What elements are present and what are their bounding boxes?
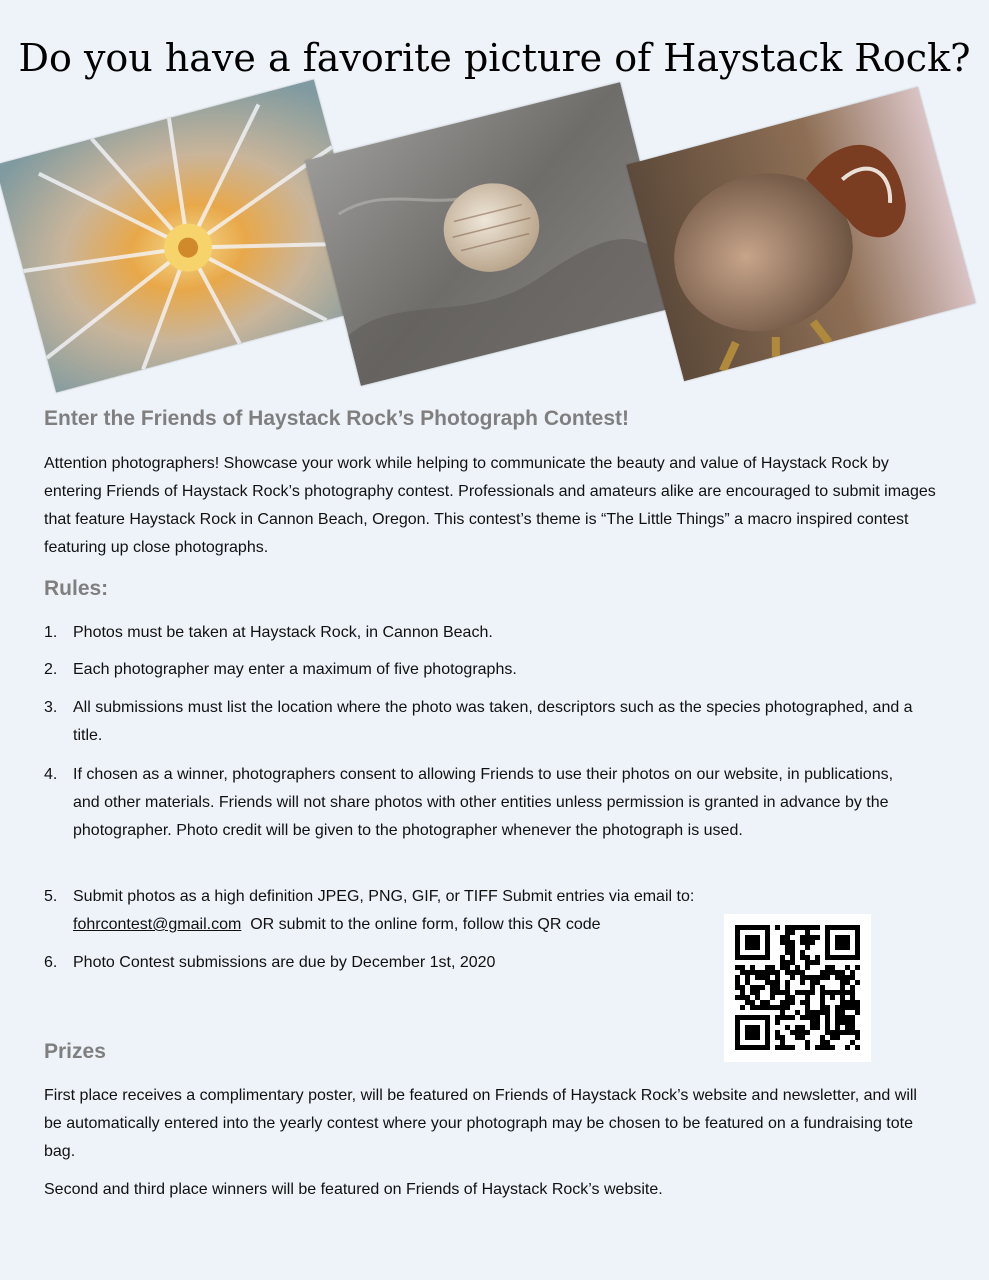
rule-item [44, 694, 914, 750]
rule-number: 5. [44, 888, 58, 905]
intro-paragraph: Attention photographers! Showcase your work while helping to communicate the beauty and value of Haystack Rock by entering Friends of Haystack Rock’s photography contest. Professionals and amateurs alike are encouraged to submit images that feature Haystack Rock in Cannon Beach, Oregon. This contest’s theme is “The Little Things” a macro inspired contest featuring up close photographs. [44, 455, 936, 556]
prizes-heading: Prizes [44, 1040, 106, 1063]
rule-number: 4. [44, 766, 58, 783]
rules-heading: Rules: [44, 577, 109, 600]
second-prize-paragraph: Second and third place winners will be featured on Friends of Haystack Rock’s website. [44, 1181, 663, 1198]
rule-number: 2. [44, 661, 58, 678]
crab-photo [626, 87, 976, 382]
rule-text-after: OR submit to the online form, follow this QR code [241, 916, 601, 933]
shell-photo [305, 82, 676, 386]
page-title: Do you have a favorite picture of Haystack Rock? [18, 36, 971, 80]
rule-item [44, 619, 914, 647]
first-prize-paragraph: First place receives a complimentary poster, will be featured on Friends of Haystack Rock’s website and newsletter, and will be automatically entered into the yearly contest where your photograph may be chosen to be featured on a fundraising tote bag. [44, 1087, 917, 1160]
rule-text: Submit photos as a high definition JPEG, PNG, GIF, or TIFF Submit entries via email to: [73, 888, 695, 905]
rule-number: 3. [44, 699, 58, 716]
contest-email-link[interactable]: fohrcontest@gmail.com [73, 916, 242, 933]
rule-item [44, 656, 914, 684]
contest-heading: Enter the Friends of Haystack Rock’s Photograph Contest! [44, 407, 629, 430]
rule-text: Each photographer may enter a maximum of five photographs. [73, 661, 517, 678]
rule-item [44, 761, 914, 845]
rule-text: Photo Contest submissions are due by December 1st, 2020 [73, 954, 496, 971]
rule-text: If chosen as a winner, photographers consent to allowing Friends to use their photos on our website, in publications, and other materials. Friends will not share photos with other entities unless permission is granted in advance by the photographer. Photo credit will be given to the photographer whenever the photograph is used. [73, 766, 894, 839]
rule-text: Photos must be taken at Haystack Rock, in Cannon Beach. [73, 624, 493, 641]
qr-code[interactable] [724, 914, 871, 1062]
rule-number: 6. [44, 954, 58, 971]
rule-text: All submissions must list the location where the photo was taken, descriptors such as the species photographed, and a title. [73, 699, 913, 744]
sea-anemone-photo [0, 79, 375, 392]
rule-number: 1. [44, 624, 58, 641]
